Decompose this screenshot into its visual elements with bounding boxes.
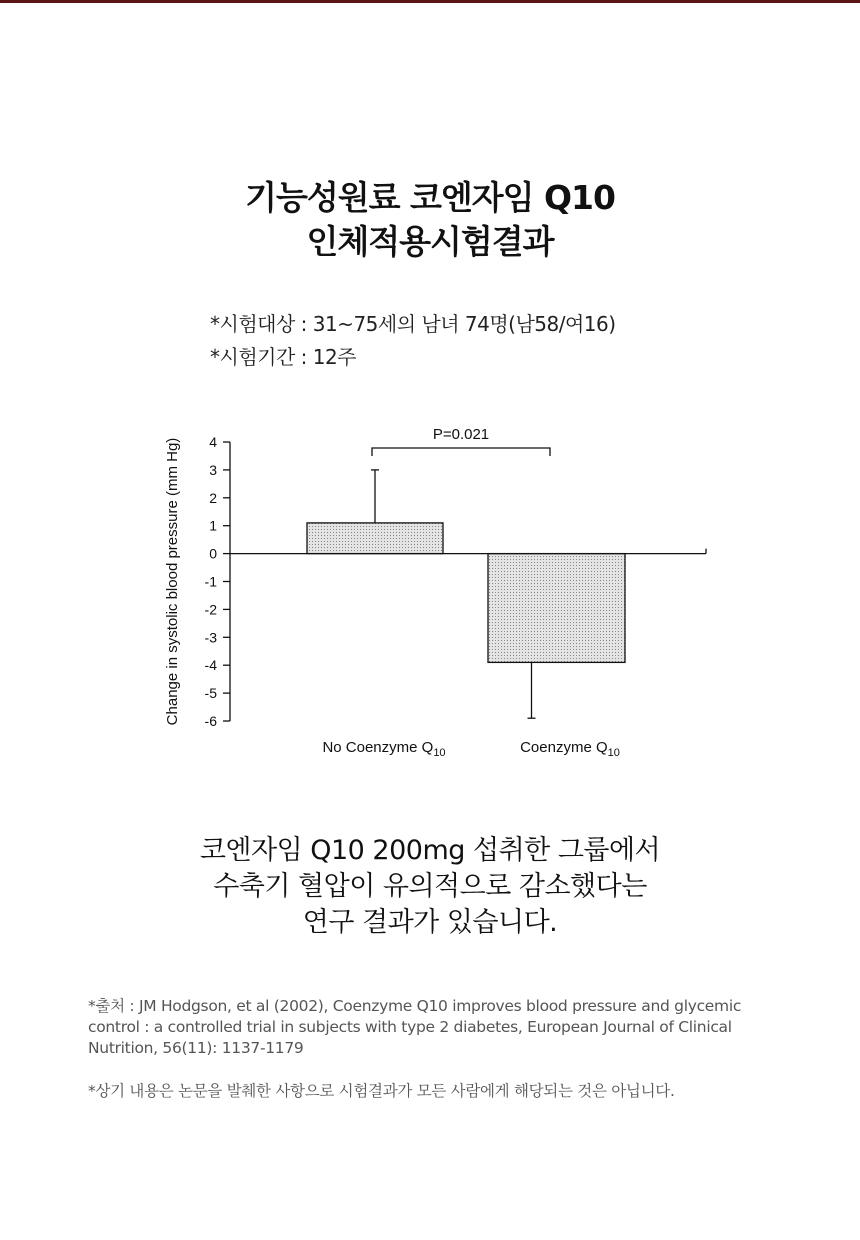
y-tick-label: 0 <box>209 545 217 562</box>
p-value-annotation: P=0.021 <box>432 426 490 443</box>
x-category-label <box>520 739 620 759</box>
y-tick-label: 4 <box>209 434 217 450</box>
title-line-1: 기능성원료 코엔자임 Q10 <box>245 178 615 217</box>
y-tick-label: -3 <box>204 629 217 646</box>
y-axis-label: Change in systolic blood pressure (mm Hg) <box>164 437 181 726</box>
bp-change-chart <box>150 415 730 775</box>
y-tick-label: -6 <box>204 713 217 729</box>
conclusion-text <box>0 833 860 941</box>
x-category-label <box>322 739 445 759</box>
study-period: *시험기간 : 12주 <box>210 345 357 369</box>
source-citation: *출처 : JM Hodgson, et al (2002), Coenzyme Q10 improves blood pressure and glycemic control : a controlled trial in subjects with type 2 diabetes, European Journal of Clinical Nutrition, 56(11): 1137-1179 <box>88 997 742 1057</box>
title-line-2: 인체적용시험결과 <box>306 222 554 261</box>
significance-bracket <box>372 448 550 456</box>
conclusion-line-1: 코엔자임 Q10 200mg 섭취한 그룹에서 <box>199 835 661 866</box>
disclaimer-note: *상기 내용은 논문을 발췌한 사항으로 시험결과가 모든 사람에게 해당되는 것은 아닙니다. <box>88 1082 675 1100</box>
study-info <box>210 308 616 374</box>
category-label-subscript: 10 <box>433 747 446 759</box>
bar-coenzyme-q10 <box>488 554 625 663</box>
page-title <box>0 176 860 264</box>
conclusion-line-3: 연구 결과가 있습니다. <box>302 907 558 938</box>
y-tick-label: -4 <box>204 657 217 674</box>
study-subjects: *시험대상 : 31~75세의 남녀 74명(남58/여16) <box>210 312 616 336</box>
category-label-main: No Coenzyme Q <box>322 739 434 756</box>
y-tick-label: 3 <box>209 461 217 478</box>
y-tick-label: -1 <box>204 573 217 590</box>
bar-no-coenzyme-q10 <box>307 523 443 554</box>
category-label-main: Coenzyme Q <box>520 739 608 756</box>
y-tick-label: -2 <box>204 601 217 618</box>
y-tick-label: 1 <box>209 517 217 534</box>
y-tick-label: -5 <box>204 685 217 702</box>
conclusion-line-2: 수축기 혈압이 유의적으로 감소했다는 <box>213 871 647 902</box>
y-tick-label: 2 <box>209 489 217 506</box>
top-accent-rule <box>0 0 860 3</box>
category-label-subscript: 10 <box>607 747 620 759</box>
